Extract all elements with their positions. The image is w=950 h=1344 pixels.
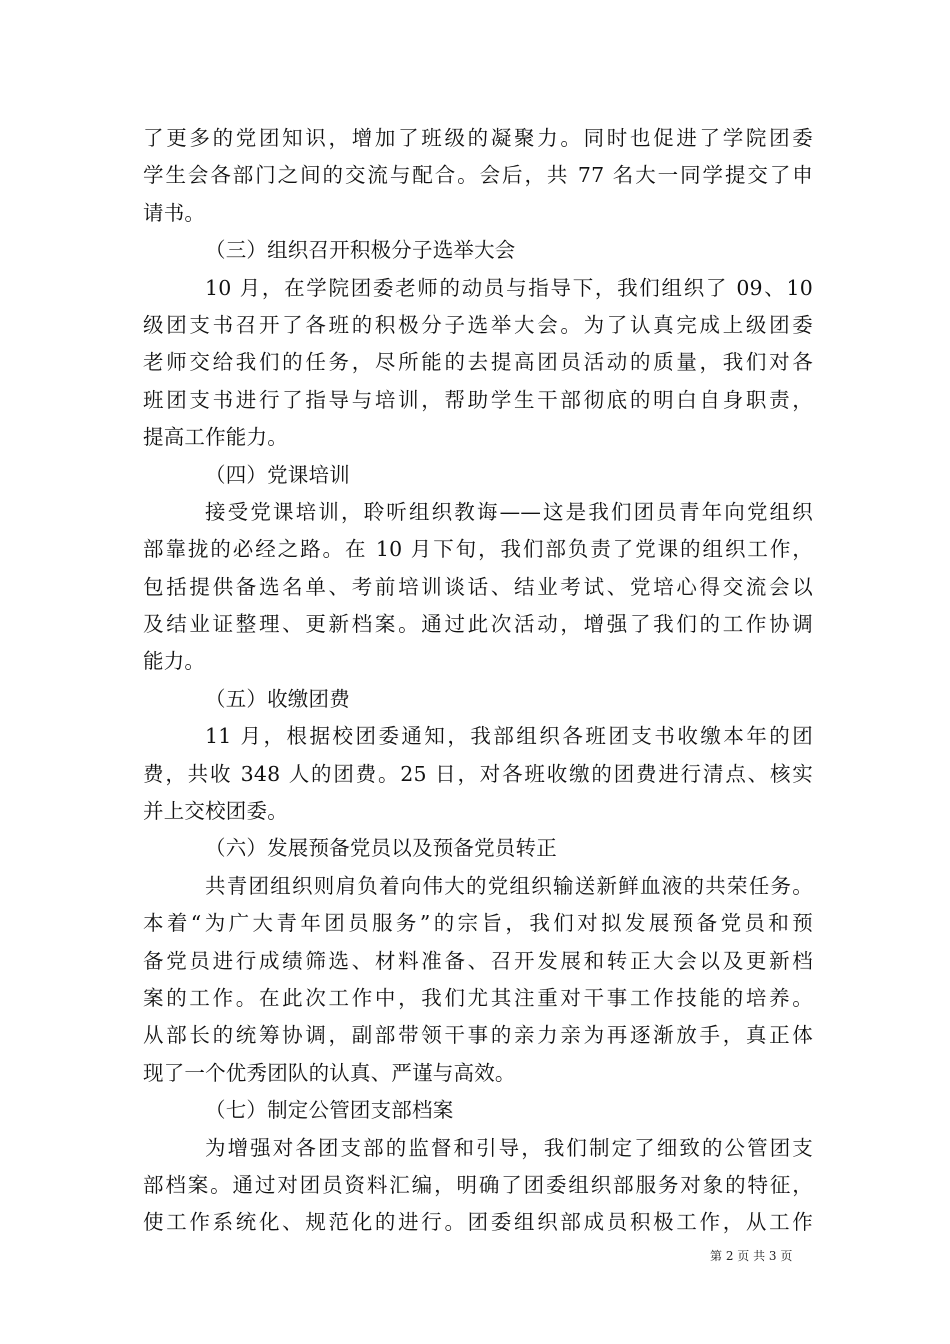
text-line: 使工作系统化、规范化的进行。团委组织部成员积极工作，从工作: [143, 1210, 813, 1235]
text-line: （五）收缴团费: [205, 686, 350, 711]
text-line: （四）党课培训: [205, 462, 350, 487]
text-line: 部档案。通过对团员资料汇编，明确了团委组织部服务对象的特征，: [143, 1172, 813, 1197]
text-line: 提高工作能力。: [143, 425, 288, 450]
text-line: 11 月，根据校团委通知，我部组织各班团支书收缴本年的团: [205, 724, 813, 749]
text-line: （七）制定公管团支部档案: [205, 1098, 454, 1123]
text-line: 共青团组织则肩负着向伟大的党组织输送新鲜血液的共荣任务。: [205, 873, 813, 898]
text-line: 接受党课培训，聆听组织教诲——这是我们团员青年向党组织: [205, 499, 813, 524]
text-line: （六）发展预备党员以及预备党员转正: [205, 836, 557, 861]
text-line: 备党员进行成绩筛选、材料准备、召开发展和转正大会以及更新档: [143, 948, 813, 973]
text-line: 了更多的党团知识，增加了班级的凝聚力。同时也促进了学院团委: [143, 126, 813, 150]
text-line: 为增强对各团支部的监督和引导，我们制定了细致的公管团支: [205, 1135, 813, 1160]
text-line: 费，共收 348 人的团费。25 日，对各班收缴的团费进行清点、核实: [143, 761, 813, 786]
document-body: [143, 120, 813, 1242]
text-line: 部靠拢的必经之路。在 10 月下旬，我们部负责了党课的组织工作，: [143, 537, 813, 562]
text-line: 请书。: [143, 200, 206, 225]
text-line: 本着“为广大青年团员服务”的宗旨，我们对拟发展预备党员和预: [143, 911, 813, 936]
text-line: 并上交校团委。: [143, 799, 288, 824]
text-line: 包括提供备选名单、考前培训谈话、结业考试、党培心得交流会以: [143, 574, 813, 599]
text-line: 老师交给我们的任务，尽所能的去提高团员活动的质量，我们对各: [143, 350, 813, 375]
text-line: 及结业证整理、更新档案。通过此次活动，增强了我们的工作协调: [143, 612, 813, 637]
text-line: 级团支书召开了各班的积极分子选举大会。为了认真完成上级团委: [143, 312, 813, 337]
text-line: 10 月，在学院团委老师的动员与指导下，我们组织了 09、10: [205, 275, 813, 300]
text-line: 班团支书进行了指导与培训，帮助学生干部彻底的明白自身职责，: [143, 387, 813, 412]
text-line: 案的工作。在此次工作中，我们尤其注重对干事工作技能的培养。: [143, 985, 813, 1010]
page-number: 第 2 页 共 3 页: [710, 1249, 793, 1263]
text-line: （三）组织召开积极分子选举大会: [205, 238, 516, 263]
text-line: 能力。: [143, 649, 206, 674]
text-line: 从部长的统筹协调，副部带领干事的亲力亲为再逐渐放手，真正体: [143, 1023, 813, 1048]
text-line: 学生会各部门之间的交流与配合。会后，共 77 名大一同学提交了申: [143, 163, 813, 188]
text-line: 现了一个优秀团队的认真、严谨与高效。: [143, 1060, 516, 1085]
